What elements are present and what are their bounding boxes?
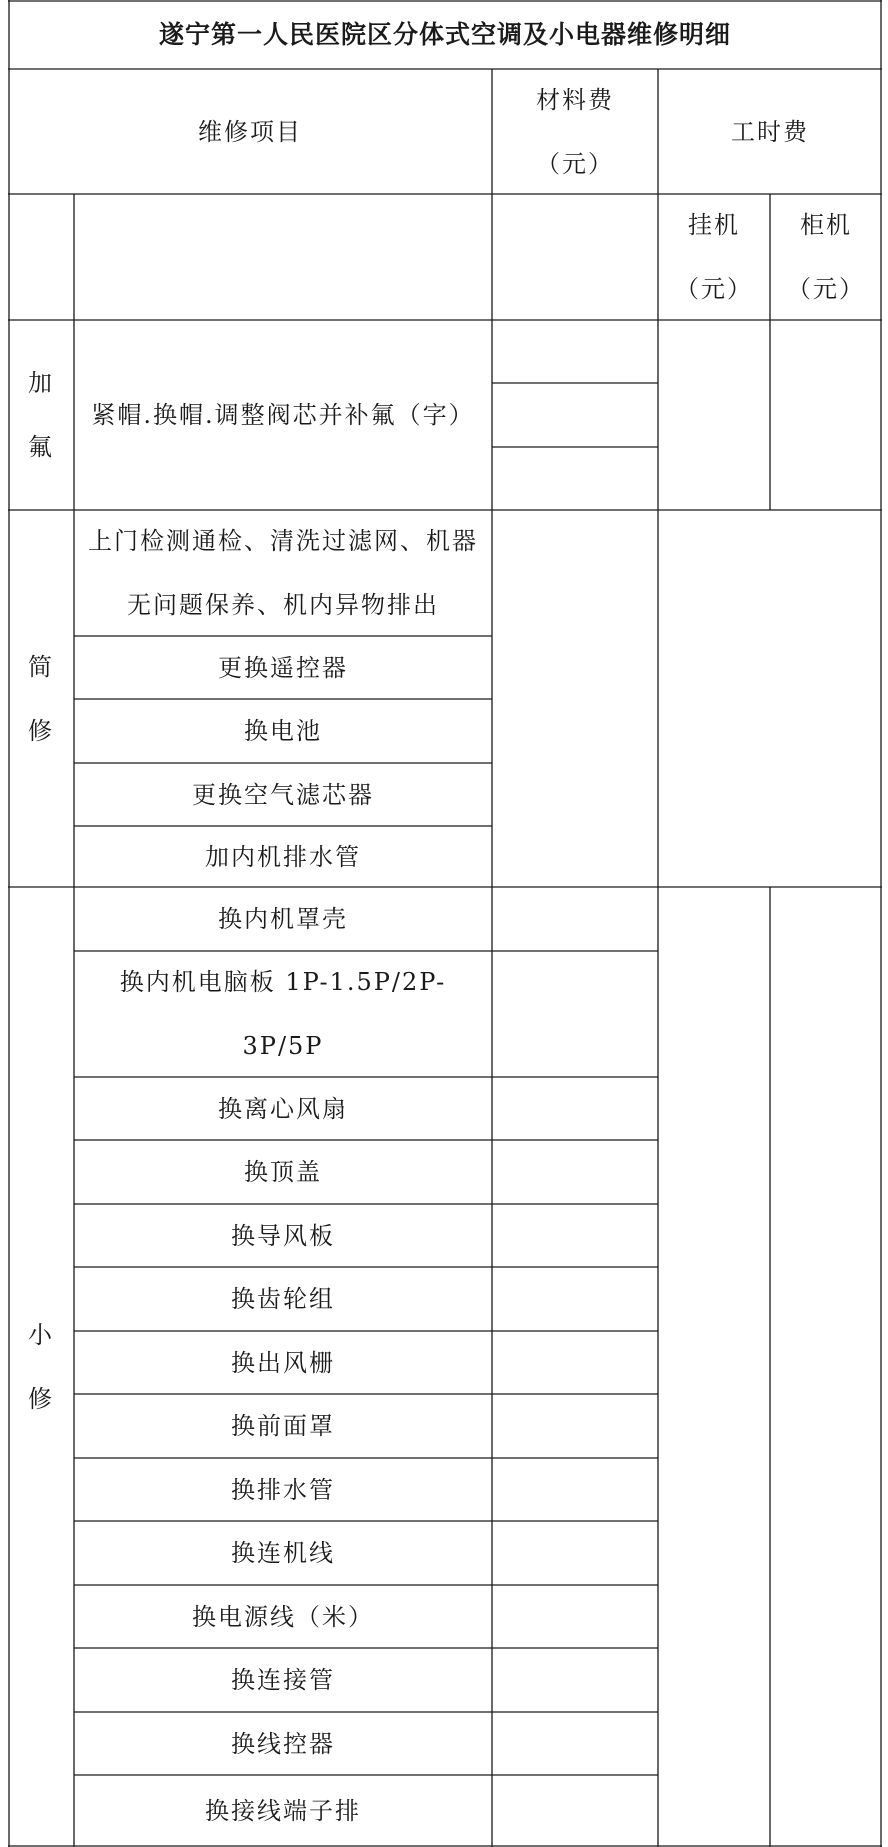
list-item: 换连机线 — [231, 1539, 335, 1567]
list-item: 上门检测通检、清洗过滤网、机器无问题保养、机内异物排出 — [88, 527, 478, 619]
section-char: 小 — [28, 1321, 54, 1349]
section-char: 修 — [28, 1385, 54, 1413]
cabinet-unit-label: 柜机 — [800, 211, 852, 239]
list-item: 换排水管 — [231, 1475, 335, 1504]
header-wall-unit — [658, 194, 770, 320]
section-char: 简 — [28, 652, 54, 681]
wall-unit-yuan: （元） — [675, 275, 753, 303]
section-char: 修 — [28, 716, 54, 745]
cabinet-unit-yuan: （元） — [787, 275, 865, 303]
repair-price-table — [8, 0, 882, 1847]
list-item: 换离心风扇 — [218, 1094, 348, 1123]
header-cabinet-unit — [770, 194, 882, 320]
list-item: 更换空气滤芯器 — [192, 780, 374, 809]
list-item: 紧帽.换帽.调整阀芯并补氟（字） — [91, 401, 475, 429]
material-fee-unit: （元） — [536, 149, 614, 178]
list-item: 换连接管 — [231, 1666, 335, 1694]
header-material-fee — [492, 69, 658, 194]
list-item: 换齿轮组 — [231, 1285, 335, 1313]
section-char: 氟 — [28, 433, 54, 461]
section-label-minor — [8, 887, 74, 1847]
section-label-simple — [8, 510, 74, 887]
list-item: 换接线端子排 — [205, 1796, 361, 1825]
table-title: 遂宁第一人民医院区分体式空调及小电器维修明细 — [158, 19, 731, 49]
list-item: 换电池 — [244, 717, 322, 745]
list-item: 换顶盖 — [244, 1158, 322, 1186]
section-char: 加 — [28, 369, 54, 397]
header-item: 维修项目 — [198, 117, 302, 146]
list-item: 换内机电脑板 1P-1.5P/2P-3P/5P — [119, 968, 447, 1060]
header-labor-fee: 工时费 — [731, 117, 809, 146]
wall-unit-label: 挂机 — [688, 211, 740, 239]
list-item: 换电源线（米） — [192, 1602, 374, 1631]
list-item: 换出风栅 — [231, 1348, 335, 1377]
section-label-refrigerant — [8, 320, 74, 510]
list-item: 换前面罩 — [231, 1412, 335, 1440]
list-item: 换内机罩壳 — [218, 905, 348, 933]
list-item: 加内机排水管 — [205, 842, 361, 871]
list-item: 换导风板 — [231, 1221, 335, 1250]
material-fee-label: 材料费 — [536, 85, 614, 114]
list-item: 更换遥控器 — [218, 653, 348, 682]
list-item: 换线控器 — [231, 1729, 335, 1758]
